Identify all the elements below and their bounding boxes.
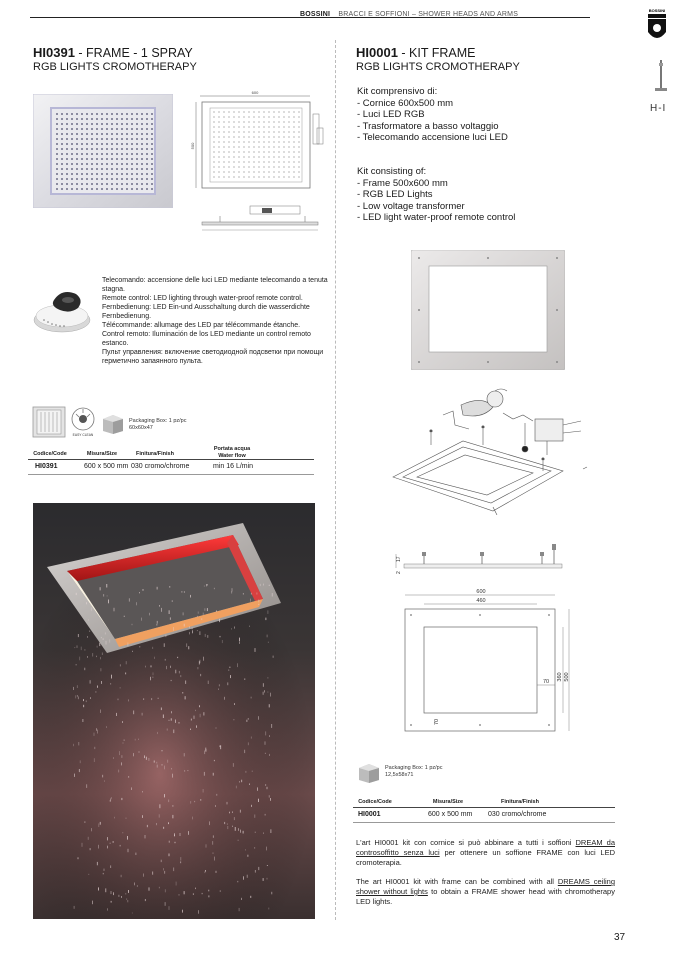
remote-line-fr: Télécommande: allumage des LED par télécommande étanche.: [102, 322, 301, 329]
kit-code: HI0001: [356, 45, 398, 60]
column-divider: [335, 40, 336, 920]
kit-table-cell-code: HI0001: [358, 811, 381, 818]
kit-frame-image: [411, 250, 565, 370]
kit-it-item: - Luci LED RGB: [357, 109, 425, 120]
packaging-line-2: 60x60x47: [129, 425, 153, 431]
kit-table-rule-bottom: [353, 822, 615, 823]
kit-packaging-line-2: 12,5x58x71: [385, 772, 414, 778]
kit-packaging-box-icon: [357, 762, 381, 784]
kit-description-it: [356, 838, 615, 868]
table-cell-flow: min 16 L/min: [213, 463, 254, 470]
kit-en-item: - Frame 500x600 mm: [357, 177, 448, 189]
desc-it-link[interactable]: DREAM da controsoffitto senza luci: [356, 838, 615, 857]
desc-it-text-b: per ottenere un soffione FRAME con luci LED cromoterapia.: [356, 848, 615, 867]
technical-drawing-hi0391: [190, 88, 330, 248]
svg-text:2: 2: [396, 571, 402, 574]
remote-line-ru: Пульт управления: включение светодиодной подсветки при помощи герметично запаянного пульта.: [102, 349, 324, 365]
product-code: HI0391: [33, 45, 75, 60]
svg-text:500: 500: [564, 672, 570, 682]
remote-line-en: Remote control: LED lighting through water-proof remote control.: [102, 295, 303, 302]
brand-logo: [646, 6, 668, 48]
kit-table-cell-size: 600 x 500 mm: [428, 811, 473, 818]
kit-en-item: - RGB LED Lights: [357, 189, 433, 200]
kit-it-item: - Telecomando accensione luci LED: [357, 132, 508, 143]
kit-table-cell-finish: 030 cromo/chrome: [488, 811, 547, 818]
table-cell-finish: 030 cromo/chrome: [131, 463, 190, 470]
shower-head-thumb-icon: [32, 406, 66, 438]
remote-line-de: Fernbedienung: LED Ein-und Ausschaltung durch die wasserdichte Fernbedienung.: [102, 304, 310, 320]
remote-line-es: Control remoto: Iluminación de los LED mediante un control remoto estanco.: [102, 331, 311, 347]
kit-dimension-drawing: [397, 585, 577, 735]
kit-exploded-drawing: [383, 385, 598, 515]
svg-text:460: 460: [476, 598, 486, 604]
table-header-finish: Finitura/Finish: [136, 451, 174, 457]
desc-it-text-a: L'art HI0001 kit con cornice si può abbinare a tutti i soffioni: [356, 838, 576, 847]
product-title-hi0001: [356, 45, 475, 60]
kit-contents-en: [357, 166, 515, 224]
kit-table-header-finish: Finitura/Finish: [501, 799, 539, 805]
svg-text:70: 70: [543, 679, 550, 685]
header-brand: BOSSINI: [300, 11, 331, 18]
shower-arm-thumbnail: [654, 60, 668, 96]
svg-text:70: 70: [434, 718, 440, 725]
page-number: 37: [614, 932, 626, 943]
svg-text:EASY CLEAN: EASY CLEAN: [72, 433, 94, 437]
svg-text:360: 360: [557, 672, 563, 682]
kit-table-rule-top: [353, 807, 615, 808]
kit-it-item: - Cornice 600x500 mm: [357, 97, 454, 109]
product-photo-red-lights: [33, 503, 315, 919]
kit-en-heading: Kit consisting of:: [357, 166, 427, 177]
product-subtitle: RGB LIGHTS CROMOTHERAPY: [33, 61, 197, 73]
remote-control-image: [32, 280, 94, 336]
table-cell-code: HI0391: [35, 463, 58, 470]
kit-packaging-line-1: Packaging Box: 1 pz/pc: [385, 765, 443, 771]
svg-text:600: 600: [251, 90, 259, 95]
kit-side-profile: [392, 540, 567, 580]
kit-it-item: - Trasformatore a basso voltaggio: [357, 120, 499, 132]
kit-subtitle: RGB LIGHTS CROMOTHERAPY: [356, 61, 520, 73]
table-header-code: Codice/Code: [33, 451, 67, 457]
packaging-info-hi0391: [129, 418, 186, 432]
table-header-size: Misura/Size: [86, 451, 118, 457]
svg-text:17: 17: [396, 556, 402, 562]
product-image-frame: [33, 94, 173, 208]
remote-line-it: Telecomando: accensione delle luci LED mediante telecomando a tenuta stagna.: [102, 277, 328, 293]
desc-en-text-a: The art HI0001 kit with frame can be combined with all: [356, 877, 558, 886]
kit-en-item: - Low voltage transformer: [357, 200, 465, 212]
table-cell-size: 600 x 500 mm: [84, 463, 129, 470]
kit-table-header-size: Misura/Size: [432, 799, 464, 805]
table-header-flow: Portata acqua Water flow: [213, 446, 251, 459]
kit-en-item: - LED light water-proof remote control: [357, 212, 516, 223]
svg-text:500: 500: [190, 142, 195, 150]
header-text: [300, 11, 518, 18]
svg-text:600: 600: [476, 589, 486, 595]
packaging-info-hi0001: [385, 765, 442, 779]
svg-text:BOSSINI: BOSSINI: [648, 8, 666, 13]
section-tag: H-I: [650, 103, 667, 114]
kit-table-header-code: Codice/Code: [358, 799, 392, 805]
table-rule-top: [28, 459, 314, 460]
packaging-line-1: Packaging Box: 1 pz/pc: [129, 418, 187, 424]
table-rule-bottom: [28, 474, 314, 475]
easy-clean-icon: [70, 406, 96, 438]
desc-en-link[interactable]: DREAMS ceiling shower without lights: [356, 877, 615, 896]
desc-en-text-b: to obtain a FRAME shower head with chromotherapy LED lights.: [356, 887, 615, 906]
product-title-rest: - FRAME - 1 SPRAY: [74, 46, 193, 60]
remote-control-description: [102, 276, 332, 366]
kit-description-en: [356, 877, 615, 907]
kit-title-rest: - KIT FRAME: [397, 46, 476, 60]
product-title-hi0391: [33, 45, 193, 60]
header-section: BRACCI E SOFFIONI – SHOWER HEADS AND ARMS: [338, 11, 519, 18]
packaging-box-icon: [101, 413, 125, 435]
kit-contents-it: [357, 86, 508, 144]
kit-it-heading: Kit comprensivo di:: [357, 86, 438, 97]
